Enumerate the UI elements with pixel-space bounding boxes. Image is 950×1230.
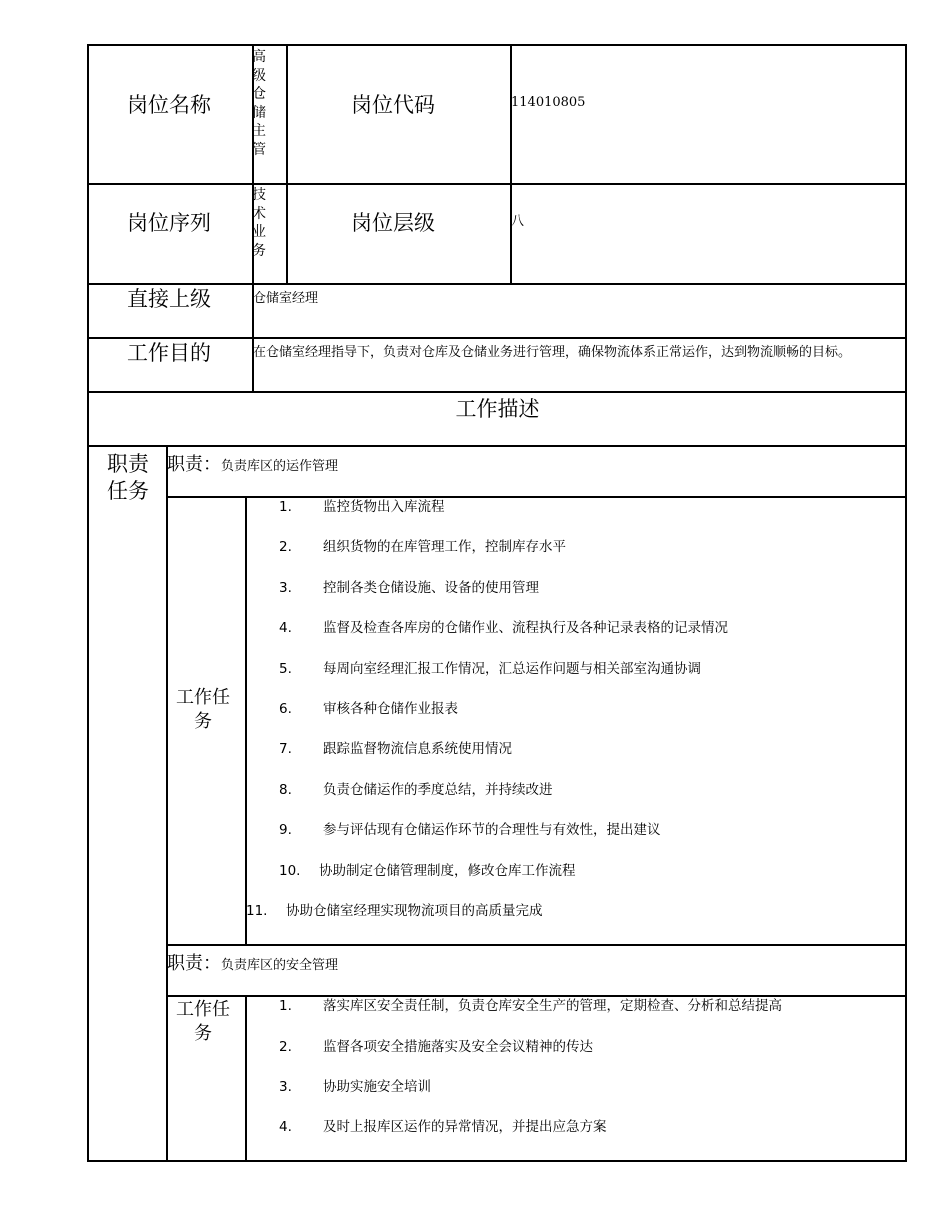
purpose-label: 工作目的 bbox=[127, 341, 211, 365]
row-divider bbox=[88, 445, 907, 447]
row-divider bbox=[88, 283, 907, 285]
duty-2-header bbox=[167, 949, 338, 975]
position-series-value: 技术业务 bbox=[252, 187, 266, 259]
duties-label: 职责任务 bbox=[107, 452, 149, 503]
col-divider bbox=[510, 44, 512, 283]
row-divider bbox=[166, 496, 907, 498]
duty-1-header bbox=[167, 450, 338, 476]
row-divider bbox=[88, 391, 907, 393]
list-item: 2. 监督各项安全措施落实及安全会议精神的传达 bbox=[279, 1039, 593, 1055]
list-item: 2. 组织货物的在库管理工作，控制库存水平 bbox=[279, 539, 566, 555]
purpose-value: 在仓储室经理指导下，负责对仓库及仓储业务进行管理，确保物流体系正常运作，达到物流顺畅的目标。 bbox=[253, 345, 852, 360]
list-item: 1. 落实库区安全责任制，负责仓库安全生产的管理，定期检查、分析和总结提高 bbox=[279, 998, 782, 1014]
list-item: 3. 控制各类仓储设施、设备的使用管理 bbox=[279, 580, 539, 596]
section-title: 工作描述 bbox=[455, 397, 540, 421]
list-item: 1. 监控货物出入库流程 bbox=[279, 499, 445, 515]
row-divider bbox=[166, 944, 907, 946]
duty-2-tasks-label: 工作任务 bbox=[176, 999, 230, 1044]
list-item: 6. 审核各种仓储作业报表 bbox=[279, 701, 458, 717]
list-item: 3. 协助实施安全培训 bbox=[279, 1079, 431, 1095]
table-border-left bbox=[87, 44, 89, 1162]
duty-1-tasks-label: 工作任务 bbox=[176, 687, 230, 732]
list-item: 9. 参与评估现有仓储运作环节的合理性与有效性，提出建议 bbox=[279, 822, 661, 838]
table-border-top bbox=[88, 44, 907, 46]
list-item: 5. 每周向室经理汇报工作情况，汇总运作问题与相关部室沟通协调 bbox=[279, 661, 701, 677]
list-item: 4. 监督及检查各库房的仓储作业、流程执行及各种记录表格的记录情况 bbox=[279, 620, 728, 636]
list-item: 10. 协助制定仓储管理制度，修改仓库工作流程 bbox=[279, 863, 576, 879]
list-item: 8. 负责仓储运作的季度总结，并持续改进 bbox=[279, 782, 553, 798]
supervisor-label: 直接上级 bbox=[127, 287, 211, 311]
col-divider bbox=[245, 995, 247, 1161]
table-border-bottom bbox=[88, 1160, 907, 1162]
list-item: 11. 协助仓储室经理实现物流项目的高质量完成 bbox=[246, 903, 543, 919]
position-code-value: 114010805 bbox=[511, 95, 586, 110]
duty-1-name: 负责库区的运作管理 bbox=[221, 459, 339, 474]
duty-2-name: 负责库区的安全管理 bbox=[221, 958, 339, 973]
duty-prefix: 职责： bbox=[167, 953, 221, 974]
col-divider bbox=[245, 496, 247, 945]
position-series-label: 岗位序列 bbox=[127, 211, 211, 235]
row-divider bbox=[88, 183, 907, 185]
duty-prefix: 职责： bbox=[167, 454, 221, 475]
supervisor-value: 仓储室经理 bbox=[253, 291, 319, 306]
list-item: 7. 跟踪监督物流信息系统使用情况 bbox=[279, 741, 512, 757]
position-name-value: 高级仓储主管 bbox=[252, 49, 266, 158]
position-code-label: 岗位代码 bbox=[351, 93, 435, 117]
col-divider bbox=[286, 44, 288, 283]
col-divider bbox=[166, 445, 168, 1161]
position-level-value: 八 bbox=[511, 214, 525, 229]
list-item: 4. 及时上报库区运作的异常情况，并提出应急方案 bbox=[279, 1119, 607, 1135]
position-level-label: 岗位层级 bbox=[351, 211, 435, 235]
row-divider bbox=[88, 337, 907, 339]
position-name-label: 岗位名称 bbox=[127, 93, 211, 117]
